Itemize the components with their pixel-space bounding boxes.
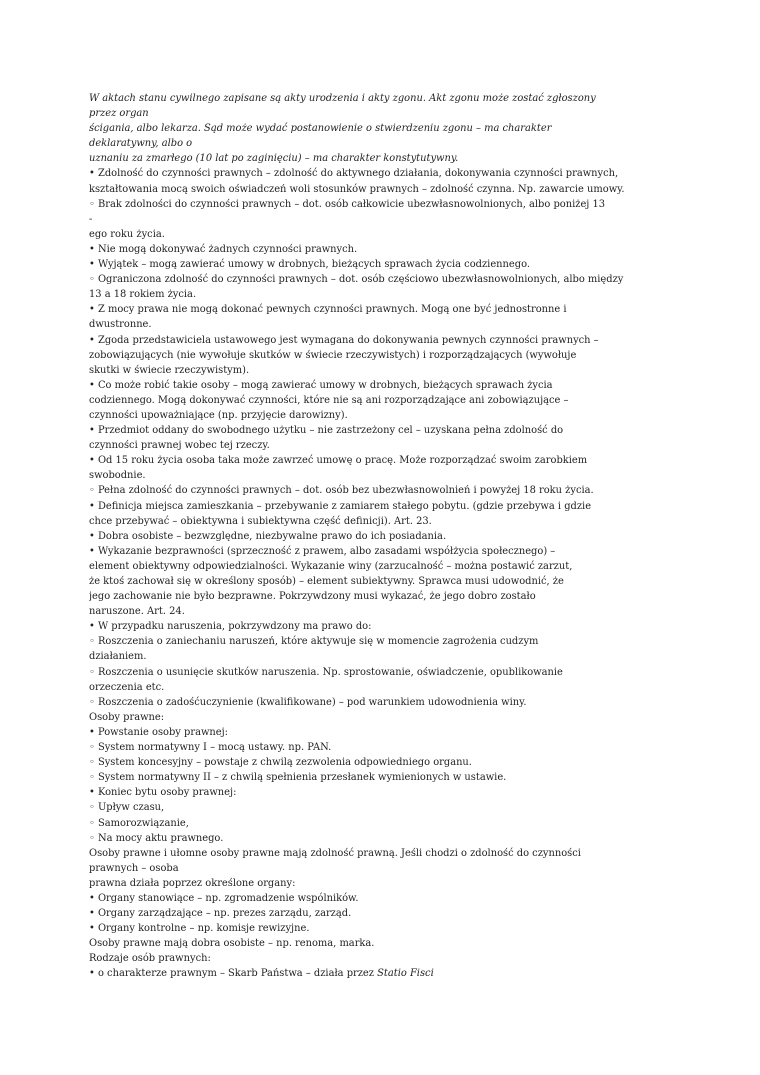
text-line: W aktach stanu cywilnego zapisane są akty urodzenia i akty zgonu. Akt zgonu może zostać zgłoszony	[89, 93, 596, 104]
document-page	[89, 91, 679, 982]
text-line: • Zdolność do czynności prawnych – zdolność do aktywnego działania, dokonywania czynności prawnych,	[89, 168, 619, 180]
text-line: • Przedmiot oddany do swobodnego użytku – nie zastrzeżony cel – uzyskana pełna zdolność do	[89, 425, 564, 437]
text-line: • W przypadku naruszenia, pokrzywdzony ma prawo do:	[89, 621, 372, 633]
text-line: ◦ Roszczenia o usunięcie skutków naruszenia. Np. sprostowanie, oświadczenie, opublikowanie	[89, 666, 563, 678]
text-line: jego zachowanie nie było bezprawne. Pokrzywdzony musi wykazać, że jego dobro zostało	[89, 591, 536, 603]
text-line: • Co może robić takie osoby – mogą zawierać umowy w drobnych, bieżących sprawach życia	[89, 379, 553, 391]
text-line: zobowiązujących (nie wywołuje skutków w świecie rzeczywistych) i rozporządzających (wywołuje	[89, 349, 577, 361]
text-line: orzeczenia etc.	[89, 681, 165, 693]
text-line: kształtowania mocą swoich oświadczeń woli stosunków prawnych – zdolność czynna. Np. zawarcie umowy.	[89, 183, 625, 195]
text-line: ścigania, albo lekarza. Sąd może wydać postanowienie o stwierdzeniu zgonu – ma charakter	[89, 123, 552, 135]
text-line: ◦ Pełna zdolność do czynności prawnych – dot. osób bez ubezwłasnowolnień i powyżej 18 roku życia.	[89, 485, 594, 497]
text-line: • Wyjątek – mogą zawierać umowy w drobnych, bieżących sprawach życia codziennego.	[89, 259, 530, 271]
text-line-last	[89, 966, 679, 981]
text-line: chce przebywać – obiektywna i subiektywna część definicji). Art. 23.	[89, 515, 432, 527]
text-line: Osoby prawne i ułomne osoby prawne mają zdolność prawną. Jeśli chodzi o zdolność do czynności	[89, 847, 581, 859]
text-line: ◦ Ograniczona zdolność do czynności prawnych – dot. osób częściowo ubezwłasnowolnionych, albo między	[89, 274, 624, 286]
text-line: • Organy zarządzające – np. prezes zarządu, zarząd.	[89, 908, 352, 920]
text-line: że ktoś zachował się w określony sposób) – element subiektywny. Sprawca musi udowodnić, że	[89, 576, 564, 587]
text-line: skutki w świecie rzeczywistym).	[89, 364, 250, 376]
text-line: przez organ	[89, 108, 149, 120]
text-line: • Wykazanie bezprawności (sprzeczność z prawem, albo zasadami współżycia społecznego) –	[89, 545, 556, 557]
text-line: • Definicja miejsca zamieszkania – przebywanie z zamiarem stałego pobytu. (gdzie przebywa i gdzie	[89, 500, 592, 512]
text-line: czynności prawnej wobec tej rzeczy.	[89, 440, 270, 452]
text-line: ◦ Na mocy aktu prawnego.	[89, 832, 224, 844]
text-line: Osoby prawne mają dobra osobiste – np. renoma, marka.	[89, 938, 375, 950]
text-line: dwustronne.	[89, 319, 152, 331]
text-line: Osoby prawne:	[89, 711, 165, 723]
text-line: ◦ System koncesyjny – powstaje z chwilą zezwolenia odpowiedniego organu.	[89, 757, 472, 769]
text-line: ◦ System normatywny II – z chwilą spełnienia przesłanek wymienionych w ustawie.	[89, 772, 507, 784]
text-line: • Nie mogą dokonywać żadnych czynności prawnych.	[89, 243, 358, 255]
text-line: 13 a 18 rokiem życia.	[89, 289, 197, 301]
text-line: • Z mocy prawa nie mogą dokonać pewnych czynności prawnych. Mogą one być jednostronne i	[89, 304, 567, 316]
text-line-last-prefix: • o charakterze prawnym – Skarb Państwa – działa przez	[89, 968, 378, 980]
text-line: -	[89, 213, 93, 225]
text-line: ◦ Roszczenia o zaniechaniu naruszeń, które aktywuje się w momencie zagrożenia cudzym	[89, 636, 539, 648]
text-line: ◦ Upływ czasu,	[89, 802, 165, 814]
text-line: ◦ Samorozwiązanie,	[89, 817, 189, 829]
text-line: deklaratywny, albo o	[89, 138, 193, 150]
statio-fisci-term: Statio Fisci	[377, 968, 434, 980]
text-line: • Od 15 roku życia osoba taka może zawrzeć umowę o pracę. Może rozporządzać swoim zarobkiem	[89, 455, 588, 467]
text-line: • Organy kontrolne – np. komisje rewizyjne.	[89, 923, 310, 935]
text-line: • Organy stanowiące – np. zgromadzenie wspólników.	[89, 892, 359, 904]
text-line: prawnych – osoba	[89, 862, 179, 874]
text-line: naruszone. Art. 24.	[89, 606, 185, 618]
text-line: ◦ System normatywny I – mocą ustawy. np. PAN.	[89, 742, 332, 754]
text-line: codziennego. Mogą dokonywać czynności, które nie są ani rozporządzające ani zobowiązujące –	[89, 394, 569, 406]
text-line: element obiektywny odpowiedzialności. Wykazanie winy (zarzucalność – można postawić zarzut,	[89, 560, 573, 572]
text-line: czynności upoważniające (np. przyjęcie darowizny).	[89, 409, 348, 421]
document-body	[89, 91, 679, 966]
text-line: Rodzaje osób prawnych:	[89, 953, 211, 965]
text-line: • Koniec bytu osoby prawnej:	[89, 787, 237, 799]
text-line: ◦ Brak zdolności do czynności prawnych – dot. osób całkowicie ubezwłasnowolnionych, albo poniżej 13	[89, 198, 606, 210]
text-line: uznaniu za zmarłego (10 lat po zaginięciu) – ma charakter konstytutywny.	[89, 153, 459, 165]
text-line: ◦ Roszczenia o zadośćuczynienie (kwalifikowane) – pod warunkiem udowodnienia winy.	[89, 696, 527, 708]
text-line: • Dobra osobiste – bezwzględne, niezbywalne prawo do ich posiadania.	[89, 530, 447, 542]
text-line: • Powstanie osoby prawnej:	[89, 726, 229, 738]
text-line: działaniem.	[89, 651, 147, 663]
text-line: • Zgoda przedstawiciela ustawowego jest wymagana do dokonywania pewnych czynności prawnych –	[89, 334, 599, 346]
text-line: ego roku życia.	[89, 228, 165, 240]
text-line: prawna działa poprzez określone organy:	[89, 877, 296, 889]
text-line: swobodnie.	[89, 470, 146, 482]
